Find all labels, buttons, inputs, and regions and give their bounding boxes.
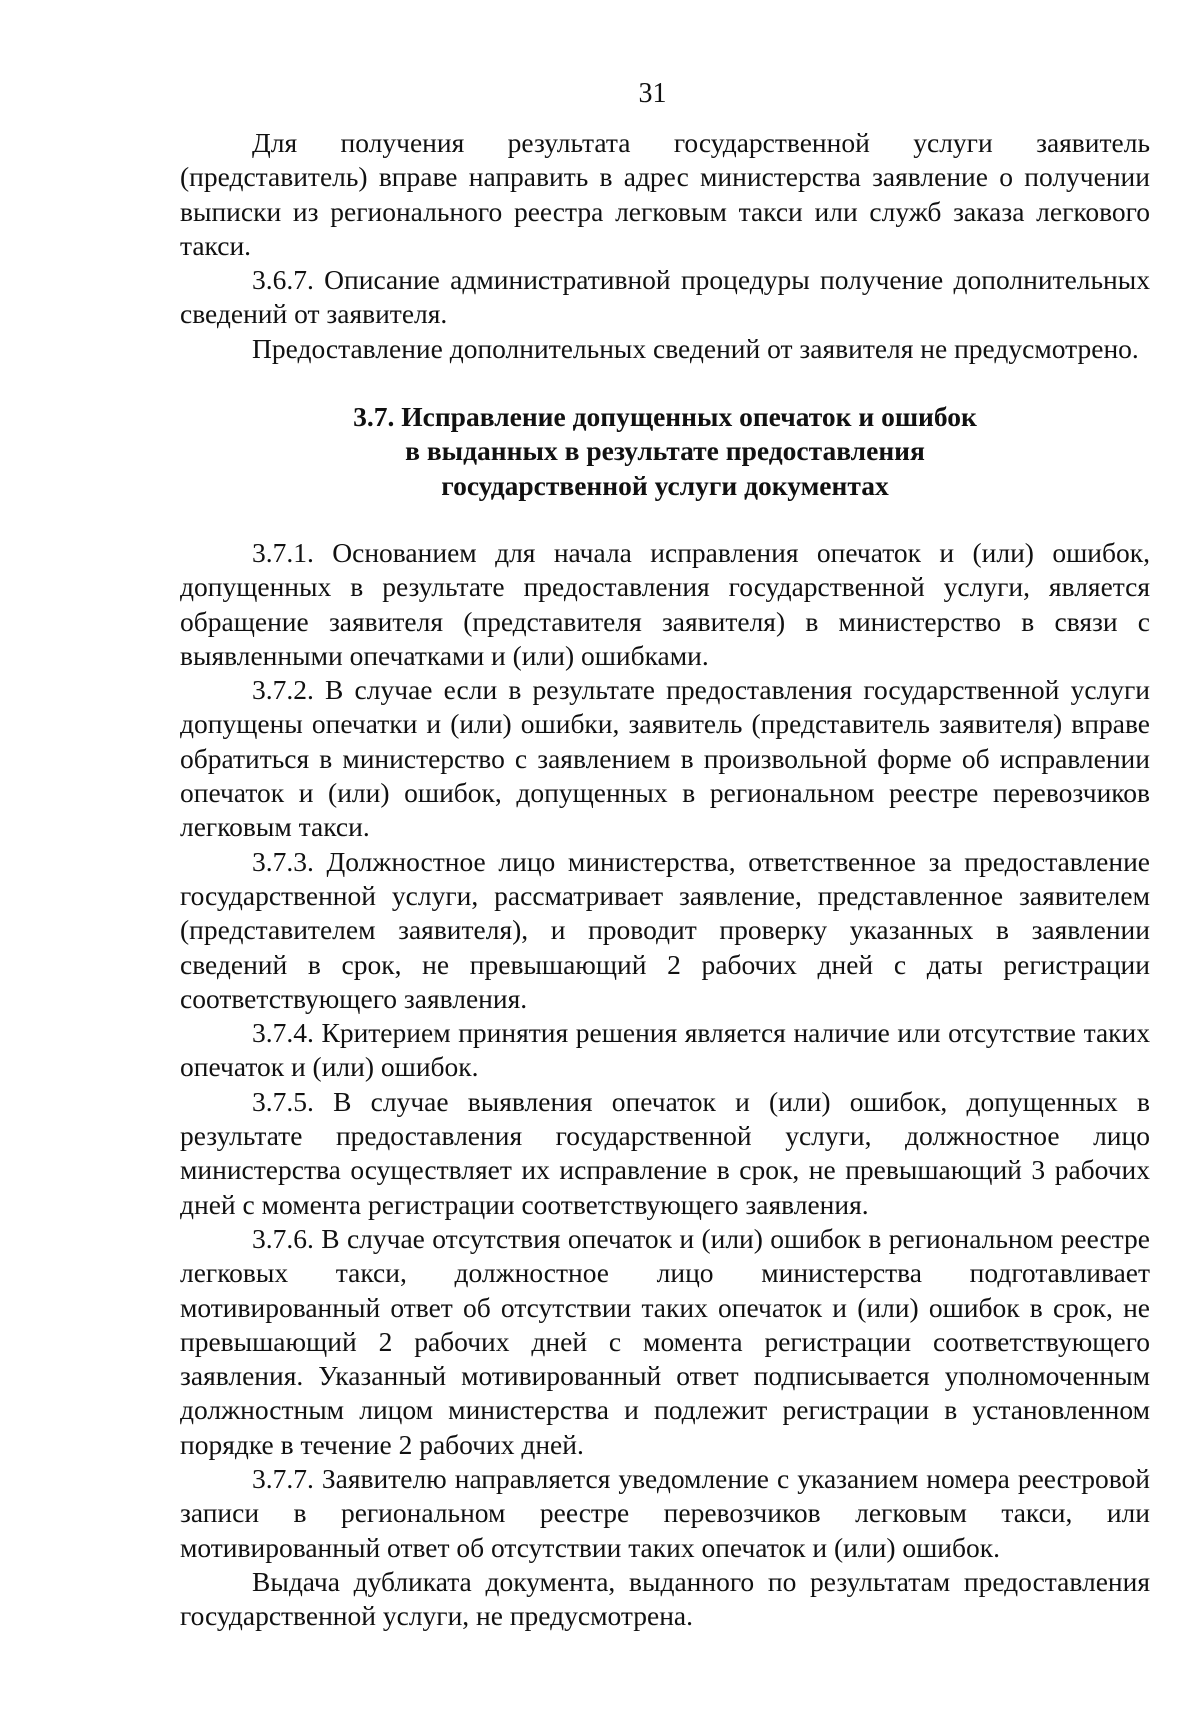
paragraph-3-6-7: 3.6.7. Описание административной процедуры получение дополнительных сведений от заявителя.: [180, 264, 1150, 330]
section-heading-line: государственной услуги документах: [441, 469, 889, 501]
document-body: [180, 126, 1150, 1633]
section-heading-3-7: [180, 400, 1150, 503]
section-heading-line: в выданных в результате предоставления: [405, 435, 925, 467]
paragraph-3-7-3: 3.7.3. Должностное лицо министерства, ответственное за предоставление государственной услуги, рассматривает заявление, представленное заявителем (представителем заявителя), и проводит проверку указанных в заявлении сведений в срок, не превышающий 2 рабочих дней с даты регистрации соответствующего заявления.: [180, 845, 1150, 1014]
paragraph-3-7-1: 3.7.1. Основанием для начала исправления опечаток и (или) ошибок, допущенных в результате предоставления государственной услуги, является обращение заявителя (представителя заявителя) в министерство в связи с выявленными опечатками и (или) ошибками.: [180, 536, 1150, 671]
paragraph-3-7-5: 3.7.5. В случае выявления опечаток и (или) ошибок, допущенных в результате предоставления государственной услуги, должностное лицо министерства осуществляет их исправление в срок, не превышающий 3 рабочих дней с момента регистрации соответствующего заявления.: [180, 1085, 1150, 1220]
paragraph-3-7-2: 3.7.2. В случае если в результате предоставления государственной услуги допущены опечатки и (или) ошибки, заявитель (представитель заявителя) вправе обратиться в министерство с заявлением в произвольной форме об исправлении опечаток и (или) ошибок, допущенных в региональном реестре перевозчиков легковым такси.: [180, 674, 1150, 843]
paragraph-3-7-6: 3.7.6. В случае отсутствия опечаток и (или) ошибок в региональном реестре легковых такси, должностное лицо министерства подготавливает мотивированный ответ об отсутствии таких опечаток и (или) ошибок в срок, не превышающий 2 рабочих дней с момента регистрации соответствующего заявления. Указанный мотивированный ответ подписывается уполномоченным должностным лицом министерства и подлежит регистрации в установленном порядке в течение 2 рабочих дней.: [180, 1222, 1150, 1460]
paragraph-additional-info-not-required: Предоставление дополнительных сведений от заявителя не предусмотрено.: [252, 332, 1139, 364]
page-number: 31: [638, 78, 667, 109]
spacer: [180, 503, 1150, 536]
paragraph-3-7-7: 3.7.7. Заявителю направляется уведомление с указанием номера реестровой записи в региональном реестре перевозчиков легковым такси, или мотивированный ответ об отсутствии таких опечаток и (или) ошибок.: [180, 1462, 1150, 1563]
spacer: [180, 366, 1150, 400]
section-heading-line: 3.7. Исправление допущенных опечаток и ошибок: [353, 401, 977, 433]
paragraph-extract-request: Для получения результата государственной услуги заявитель (представитель) вправе направить в адрес министерства заявление о получении выписки из регионального реестра легковым такси или служб заказа легкового такси.: [180, 127, 1150, 261]
paragraph-3-7-4: 3.7.4. Критерием принятия решения является наличие или отсутствие таких опечаток и (или) ошибок.: [180, 1017, 1150, 1083]
paragraph-duplicate-not-provided: Выдача дубликата документа, выданного по результатам предоставления государственной услуги, не предусмотрена.: [180, 1565, 1150, 1632]
